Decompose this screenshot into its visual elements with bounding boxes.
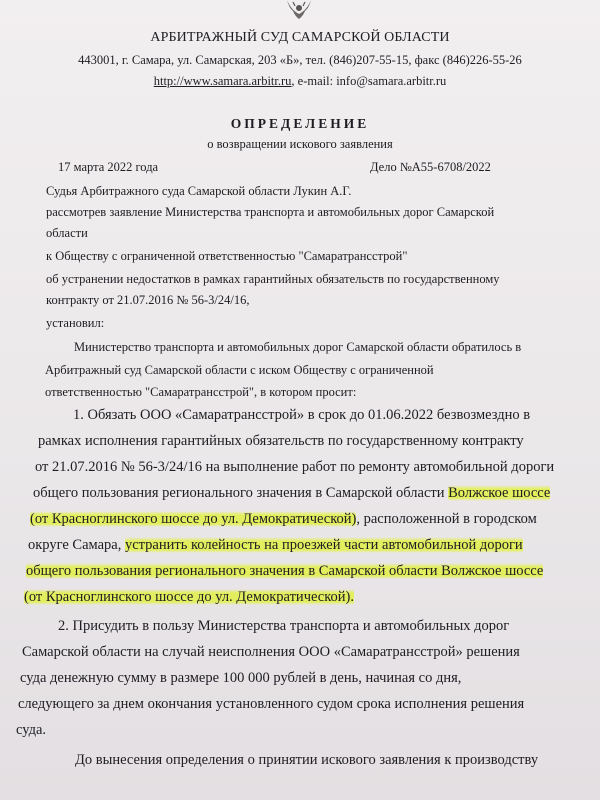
closing-line: До вынесения определения о принятии искового заявления к производству: [75, 752, 539, 768]
preamble-line: контракту от 21.07.2016 № 56-3/24/16,: [46, 293, 250, 307]
document-date: 17 марта 2022 года: [58, 160, 159, 174]
item1-line: [30, 511, 537, 528]
preamble-line: установил:: [46, 316, 105, 330]
item2-line: Самарской области на случай неисполнения ООО «Самаратрансстрой» решения: [22, 644, 520, 660]
highlighted-text: (от Красноглинского шоссе до ул. Демократической).: [24, 589, 354, 605]
item1-line: [26, 563, 543, 580]
item1-text: , расположенной в городском: [356, 511, 537, 527]
item1-line: от 21.07.2016 № 56-3/24/16 на выполнение работ по ремонту автомобильной дороги: [35, 459, 555, 475]
intro-line: Министерство транспорта и автомобильных дорог Самарской области обратилось в: [74, 340, 522, 354]
email-text: , e-mail: info@samara.arbitr.ru: [291, 74, 447, 88]
preamble-line: рассмотрев заявление Министерства транспорта и автомобильных дорог Самарской: [46, 205, 495, 219]
preamble-line: к Обществу с ограниченной ответственностью "Самаратрансстрой": [46, 249, 408, 263]
preamble-line: области: [46, 226, 88, 240]
highlighted-text: (от Красноглинского шоссе до ул. Демократической): [30, 511, 357, 527]
case-number: Дело №А55-6708/2022: [370, 160, 491, 174]
item1-line: [33, 485, 550, 502]
coat-of-arms-icon: [279, 0, 319, 20]
item2-line: суда.: [16, 722, 47, 738]
item1-text: округе Самара,: [28, 537, 125, 553]
item2-line: следующего за днем окончания установленного судом срока исполнения решения: [18, 696, 525, 712]
document-subtitle: о возвращении искового заявления: [207, 137, 393, 151]
highlighted-text: общего пользования регионального значения в Самарской области Волжское шоссе: [26, 563, 544, 579]
item2-line: 2. Присудить в пользу Министерства транспорта и автомобильных дорог: [58, 618, 510, 634]
item1-line: рамках исполнения гарантийных обязательств по государственному контракту: [38, 433, 524, 449]
intro-line: ответственностью "Самаратрансстрой", в котором просит:: [45, 385, 357, 399]
preamble-line: об устранении недостатков в рамках гарантийных обязательств по государственному: [46, 272, 500, 286]
court-address: 443001, г. Самара, ул. Самарская, 203 «Б», тел. (846)207-55-15, факс (846)226-55-26: [78, 53, 522, 67]
highlighted-text: Волжское шоссе: [448, 485, 551, 501]
intro-line: Арбитражный суд Самарской области с иском Обществу с ограниченной: [45, 363, 434, 377]
court-name: АРБИТРАЖНЫЙ СУД САМАРСКОЙ ОБЛАСТИ: [150, 30, 450, 45]
court-contacts: [0, 74, 600, 89]
website-link[interactable]: http://www.samara.arbitr.ru: [153, 74, 292, 88]
item1-text: общего пользования регионального значения в Самарской области: [33, 485, 449, 501]
preamble-line: Судья Арбитражного суда Самарской области Лукин А.Г.: [46, 184, 352, 198]
item1-line: [28, 537, 523, 554]
document-title: ОПРЕДЕЛЕНИЕ: [230, 116, 370, 131]
highlighted-text: устранить колейность на проезжей части автомобильной дороги: [124, 537, 523, 553]
item2-line: суда денежную сумму в размере 100 000 рублей в день, начиная со дня,: [20, 670, 462, 686]
item1-line: 1. Обязать ООО «Самаратрансстрой» в срок до 01.06.2022 безвозмездно в: [73, 407, 531, 423]
item1-line: [24, 589, 354, 606]
